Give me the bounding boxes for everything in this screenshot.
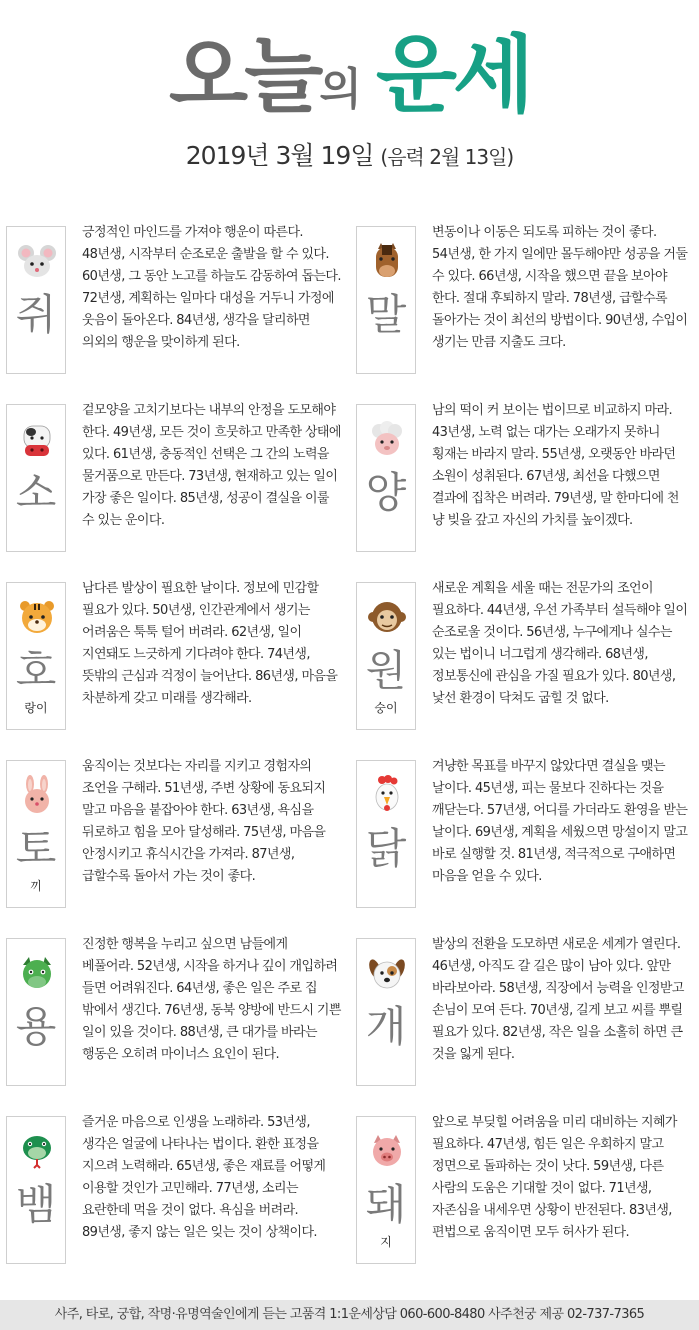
- zodiac-box: [6, 938, 66, 1086]
- zodiac-sub: 끼: [30, 879, 42, 893]
- fortune-card-rabbit: [6, 756, 346, 908]
- header: [0, 0, 699, 170]
- dragon-icon: [17, 953, 57, 993]
- zodiac-box: [356, 938, 416, 1086]
- zodiac-box: [356, 582, 416, 730]
- fortune-card-dog: [356, 934, 696, 1086]
- zodiac-char: 양: [365, 468, 407, 517]
- zodiac-char: 쥐: [15, 290, 57, 339]
- fortune-card-pig: [356, 1112, 696, 1264]
- monkey-icon: [367, 597, 407, 637]
- zodiac-char: 원: [365, 646, 407, 695]
- solar-date: 2019년 3월 19일: [185, 141, 374, 170]
- fortune-card-rat: [6, 222, 346, 374]
- title-today: 오늘: [168, 29, 320, 124]
- zodiac-sub: 랑이: [24, 701, 48, 715]
- zodiac-char: 돼: [365, 1180, 407, 1229]
- rabbit-icon: [17, 775, 57, 815]
- fortune-text: 움직이는 것보다는 자리를 지키고 경험자의 조언을 구해라. 51년생, 주변 상황에 동요되지 말고 마음을 붙잡아야 한다. 63년생, 욕심을 뒤로하고 힘을 모아 달성해라. 75년생, 마음을 안정시키고 휴식시간을 가져라. 87년생, 급할수록 돌아서 가는 것이 좋다.: [82, 759, 326, 884]
- page-title: [0, 8, 699, 124]
- fortune-card-monkey: [356, 578, 696, 730]
- fortune-text: 남다른 발상이 필요한 날이다. 정보에 민감할 필요가 있다. 50년생, 인간관계에서 생기는 어려움은 툭툭 털어 버려라. 62년생, 일이 지연돼도 느긋하게 기다려야 한다. 74년생, 뜻밖의 근심과 걱정이 늘어난다. 86년생, 마음을 차분하게 갖고 미래를 생각해라.: [82, 581, 338, 706]
- fortune-card-rooster: [356, 756, 696, 908]
- fortune-card-horse: [356, 222, 696, 374]
- zodiac-sub: 지: [380, 1235, 392, 1249]
- fortune-text: 발상의 전환을 도모하면 새로운 세계가 열린다. 46년생, 아직도 갈 길은 많이 남아 있다. 앞만 바라보아라. 58년생, 직장에서 능력을 인정받고 손님이 모여 든다. 70년생, 길게 보고 씨를 뿌릴 필요가 있다. 82년생, 작은 일을 소홀히 하면 큰 것을 잃게 된다.: [432, 937, 684, 1062]
- zodiac-box: [6, 404, 66, 552]
- zodiac-box: [6, 226, 66, 374]
- zodiac-box: [6, 582, 66, 730]
- fortune-text: 긍정적인 마인드를 가져야 행운이 따른다. 48년생, 시작부터 순조로운 출발을 할 수 있다. 60년생, 그 동안 노고를 하늘도 감동하여 돕는다. 72년생, 계획하는 일마다 대성을 거두니 가정에 웃음이 돌아온다. 84년생, 생각을 달리하면 의외의 행운을 맞이하게 된다.: [82, 225, 341, 350]
- rooster-icon: [367, 775, 407, 815]
- lunar-date: (음력 2월 13일): [380, 145, 514, 169]
- zodiac-char: 뱀: [15, 1180, 57, 1229]
- zodiac-char: 호: [15, 646, 57, 695]
- sheep-icon: [367, 419, 407, 459]
- title-fortune: 운세: [375, 26, 531, 124]
- zodiac-char: 개: [365, 1002, 407, 1051]
- title-particle: 의: [319, 64, 358, 115]
- fortune-text: 겉모양을 고치기보다는 내부의 안정을 도모해야 한다. 49년생, 모든 것이 흐뭇하고 만족한 상태에 있다. 61년생, 충동적인 선택은 그 간의 노력을 물거품으로 만든다. 73년생, 현재하고 있는 일이 가장 좋은 일이다. 85년생, 성공이 결실을 이룰 수 있는 운이다.: [82, 403, 341, 528]
- footer-banner: [0, 1300, 699, 1330]
- fortune-text: 앞으로 부딪힐 어려움을 미리 대비하는 지혜가 필요하다. 47년생, 힘든 일은 우회하지 말고 정면으로 돌파하는 것이 낫다. 59년생, 다른 사람의 도움은 기대할 것이 없다. 71년생, 자존심을 내세우면 상황이 반전된다. 83년생, 편법으로 움직이면 모두 허사가 된다.: [432, 1115, 677, 1240]
- snake-icon: [17, 1131, 57, 1171]
- fortune-text: 남의 떡이 커 보이는 법이므로 비교하지 마라. 43년생, 노력 없는 대가는 오래가지 못하니 횡재는 바라지 말라. 55년생, 오랫동안 바라던 소원이 성취된다. 67년생, 최선을 다했으면 결과에 집착은 버려라. 79년생, 말 한마디에 천 냥 빚을 갚고 자신의 가치를 높이겠다.: [432, 403, 679, 528]
- fortune-card-dragon: [6, 934, 346, 1086]
- horse-icon: [367, 241, 407, 281]
- zodiac-box: [356, 226, 416, 374]
- date-line: [0, 136, 699, 172]
- tiger-icon: [17, 597, 57, 637]
- zodiac-char: 용: [15, 1002, 57, 1051]
- zodiac-sub: 숭이: [374, 701, 398, 715]
- fortune-text: 변동이나 이동은 되도록 피하는 것이 좋다. 54년생, 한 가지 일에만 몰두해야만 성공을 거둘 수 있다. 66년생, 시작을 했으면 끝을 보아야 한다. 절대 후퇴하지 말라. 78년생, 급할수록 돌아가는 것이 최선의 방법이다. 90년생, 수입이 생기는 만큼 지출도 크다.: [432, 225, 688, 350]
- fortune-text: 새로운 계획을 세울 때는 전문가의 조언이 필요하다. 44년생, 우선 가족부터 설득해야 일이 순조로울 것이다. 56년생, 누구에게나 실수는 있는 법이니 너그럽게 생각해라. 68년생, 정보통신에 관심을 가질 필요가 있다. 80년생, 낯선 환경이 닥쳐도 굽힐 것 없다.: [432, 581, 688, 706]
- footer-text: 사주, 타로, 궁합, 작명·유명역술인에게 듣는 고품격 1:1운세상담 060-600-8480 사주천궁 제공 02-737-7365: [54, 1307, 645, 1322]
- zodiac-box: [356, 404, 416, 552]
- fortune-text: 겨냥한 목표를 바꾸지 않았다면 결실을 맺는 날이다. 45년생, 피는 물보다 진하다는 것을 깨닫는다. 57년생, 어디를 가더라도 환영을 받는 날이다. 69년생, 계획을 세웠으면 망설이지 말고 바로 실행할 것. 81년생, 적극적으로 구애하면 마음을 얻을 수 있다.: [432, 759, 688, 884]
- fortune-text: 즐거운 마음으로 인생을 노래하라. 53년생, 생각은 얼굴에 나타나는 법이다. 환한 표정을 지으려 노력해라. 65년생, 좋은 재료를 어떻게 이용할 것인가 고민해라. 77년생, 소리는 요란한데 먹을 것이 없다. 욕심을 버려라. 89년생, 좋지 않는 일은 잊는 것이 상책이다.: [82, 1115, 326, 1240]
- zodiac-char: 소: [15, 468, 57, 517]
- rat-icon: [17, 241, 57, 281]
- zodiac-box: [6, 1116, 66, 1264]
- zodiac-box: [6, 760, 66, 908]
- zodiac-char: 말: [365, 290, 407, 339]
- zodiac-box: [356, 1116, 416, 1264]
- fortune-card-tiger: [6, 578, 346, 730]
- zodiac-char: 닭: [365, 824, 407, 873]
- dog-icon: [367, 953, 407, 993]
- fortune-text: 진정한 행복을 누리고 싶으면 남들에게 베풀어라. 52년생, 시작을 하거나 깊이 개입하려 들면 어려워진다. 64년생, 좋은 일은 주로 집 밖에서 생긴다. 76년생, 동북 양방에 반드시 기쁜 일이 있을 것이다. 88년생, 큰 대가를 바라는 행동은 오히려 마이너스 요인이 된다.: [82, 937, 341, 1062]
- fortune-card-cow: [6, 400, 346, 552]
- zodiac-char: 토: [15, 824, 57, 873]
- cow-icon: [17, 419, 57, 459]
- pig-icon: [367, 1131, 407, 1171]
- fortune-card-sheep: [356, 400, 696, 552]
- fortune-card-snake: [6, 1112, 346, 1264]
- zodiac-box: [356, 760, 416, 908]
